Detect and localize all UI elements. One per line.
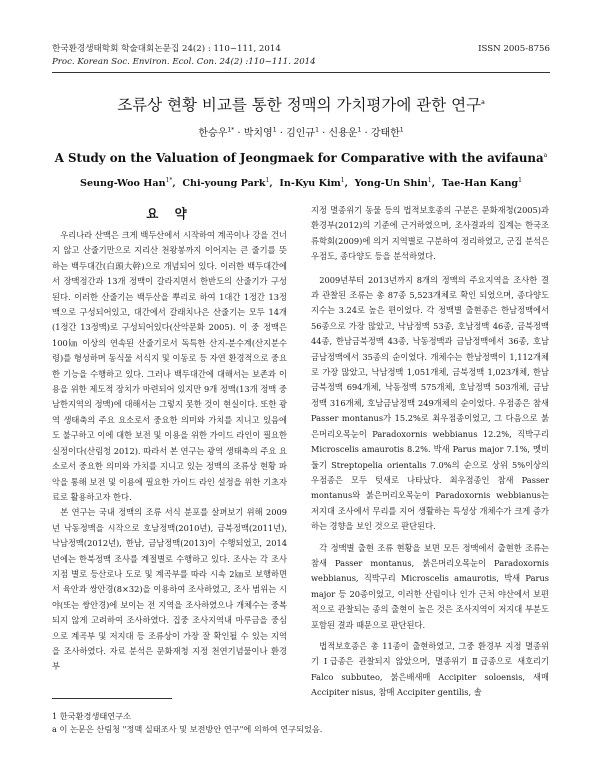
author-name: Yong-Un Shin <box>354 178 428 189</box>
author-name: 김인규 <box>286 128 316 139</box>
body-paragraph: 2009년부터 2013년까지 8개의 정맥의 주요지역을 조사한 결과 관찰된 조류는 총 87종 5,523개체로 확인 되었으며, 종다양도 지수는 3.24로 높은 편이었다. 각 정맥별 출현종은 한남정맥에서 56종으로 가장 많았고, 낙남정맥 53종, 호남정맥 46종, 금북정맥 44종, 한남금북정맥 43종, 낙동정맥과 금남정맥에서 36종, 호남금남정맥에서 35종의 순이었다. 개체수는 한남정맥이 1,112개체로 가장 많았고, 낙남정맥 1,051개체, 금북정맥 1,023개체, 한남금북정맥 694개체, 낙동정맥 575개체, 호남정맥 503개체, 금남정맥 316개체, 호남금남정맥 249개체의 순이었다. 우점종은 참새 Passer montanus가 15.2%로 최우점종이었고, 그 다음으로 붉은머리오목눈이 Paradoxornis webbianus 12.2%, 직박구리 Microscelis amaurotis 8.2%. 박새 Parus major 7.1%, 멧비둘기 Streptopelia orientalis 7.0%의 순으로 상위 5%이상의 우점종은 모두 텃새로 나타났다. 최우점종인 참새 Passer montanus와 붉은머리오목눈이 Paradoxornis webbianus는 저지대 조사에서 무리를 지어 생활하는 특성상 개체수가 크게 증가하는 경향을 보인 것으로 판단된다. <box>311 274 549 532</box>
authors-korean: 한승우$^{1*}$ · 박치영$^1$ · 김인규$^1$ · 신용운$^1$ · 강태한$^1$ <box>198 126 404 139</box>
body-paragraph: 법적보호종은 총 11종이 출현하였고, 그중 환경부 지정 멸종위기 Ⅰ급종은 관찰되지 않았으며, 멸종위기 Ⅱ급종으로 새호리기 Falco subbuteo, 붉은배새매 Accipiter soloensis, 새매 Accipiter nisus, 참매 Accipiter gentilis, 솔 <box>311 640 549 698</box>
author-name: In-Kyu Kim <box>279 178 341 189</box>
header-divider <box>52 72 550 73</box>
author-name: 신용운 <box>328 128 358 139</box>
author-name: 강태한 <box>370 128 400 139</box>
issn-label: ISSN 2005-8756 <box>478 44 550 54</box>
title-korean: 조류상 현황 비교를 통한 정맥의 가치평가에 관한 연구$^a$ <box>117 96 485 114</box>
journal-header-en: Proc. Korean Soc. Environ. Ecol. Con. 24(2) :110~111. 2014 <box>52 57 316 67</box>
right-column <box>311 203 549 701</box>
body-paragraph: 우리나라 산맥은 크게 백두산에서 시작하여 계곡이나 강을 건너지 않고 산줄기만으로 지리산 천왕봉까지 이어지는 큰 줄기를 뜻하는 백두대간(白頭大幹)으로 개념되어 있다. 이러한 백두대간에서 장맥정간과 13개 정맥이 갈라지면서 한반도의 산줄기가 구성된다. 이러한 산줄기는 백두산을 뿌리로 하여 1대간 1정간 13정맥으로 구성되어있고, 대간에서 갈래치나은 산줄기는 모두 14개(1정간 13정맥)로 구성되어있다(산악문화 2005). 이 중 정맥은 100㎞ 이상의 연속된 산줄기로서 독특한 산지-분수계(산지분수령)를 형성하며 동식물 서식지 및 이동로 등 자연 환경적으로 중요한 기능을 수행하고 있다. 그러나 백두대간에 대해서는 보존과 이용을 위한 제도적 장치가 마련되어 있지만 9개 정맥(13개 정맥 중 남한지역의 정맥)에 대해서는 그렇지 못한 것이 현실이다. 또한 광역 생태축의 주요 요소로서 중요한 의미와 가치를 지니고 있음에도 불구하고 이에 대한 보전 및 이용을 위한 가이드 라인이 필요한 실정이다(산림청 2012). 따라서 본 연구는 광역 생태축의 주요 요소로서 중요한 의미와 가치를 지니고 있는 정맥의 조류상 현황 파악을 통해 보전 및 이용에 필요한 가이드 라인 설정을 위한 기초자료로 활용하고자 한다. <box>52 230 287 502</box>
author-name: 박치영 <box>243 128 273 139</box>
left-column <box>52 228 287 675</box>
body-paragraph: 각 정맥별 출현 조류 현황을 보면 모든 정맥에서 출현한 조류는 참새 Passer montanus, 붉은머리오목눈이 Paradoxornis webbianus, 직박구리 Microscelis amaurotis, 박새 Parus major 등 20종이었고, 이러한 산림이나 인가 근처 야산에서 보편적으로 관찰되는 종의 출현이 높은 것은 조사지역이 저지대 부분도 포함된 결과 때문으로 판단된다. <box>311 542 549 630</box>
author-name: Seung-Woo Han <box>80 178 166 189</box>
author-name: 한승우 <box>198 128 228 139</box>
abstract-heading: 요 약 <box>146 206 193 221</box>
body-paragraph: 지정 멸종위기 동물 등의 법적보호종의 구분은 문화재청(2005)과 환경부(2012)의 기준에 근거하였으며, 조사결과의 집계는 한국조류학회(2009)에 의거 지역별로 구분하여 정리하였고, 군집 분석은 우점도, 종다양도 등을 분석하였다. <box>311 205 549 262</box>
footnote-affiliation: 1 한국환경생태연구소 <box>52 711 131 721</box>
title-english: A Study on the Valuation of Jeongmaek for Comparative with the avifauna$^a$ <box>54 151 548 165</box>
authors-english: Seung-Woo Han$^{1*}$, Chi-young Park$^1$, In-Kyu Kim$^1$, Yong-Un Shin$^1$, Tae-Han Kang$^1$ <box>80 176 522 189</box>
footnote-funding: a 이 논문은 산림청 "정맥 실태조사 및 보전방안 연구"에 의하여 연구되었음. <box>52 724 323 734</box>
footnote-divider <box>52 698 172 699</box>
author-name: Chi-young Park <box>182 178 266 189</box>
journal-header-ko: 한국환경생태학회 학술대회논문집 24(2) : 110~111, 2014 <box>52 44 281 54</box>
author-name: Tae-Han Kang <box>441 178 519 189</box>
body-paragraph: 본 연구는 국내 정맥의 조류 서식 분포를 살펴보기 위해 2009년 낙동정맥을 시작으로 호남정맥(2010년), 금북정맥(2011년), 낙남정맥(2012년), 한남, 금남정맥(2013)이 수행되었고, 2014년에는 한북정맥 조사를 계절별로 수행하고 있다. 조사는 각 조사지점 별로 등산로나 도로 및 계곡부를 따라 시속 2㎞로 보행하면서 육안과 쌍안경(8×32)을 이용하여 조사하였고, 조사 범위는 시야(또는 쌍안경)에 보이는 전 지역을 조사하였으나 개체수는 중복되지 않게 고려하여 조사하였다. 집중 조사지역내 마루금을 중심으로 계곡부 및 저지대 등 조류상이 가장 잘 확인될 수 있는 지역을 조사하였다. 자료 분석은 문화재청 지정 천연기념물이나 환경부 <box>52 507 287 672</box>
